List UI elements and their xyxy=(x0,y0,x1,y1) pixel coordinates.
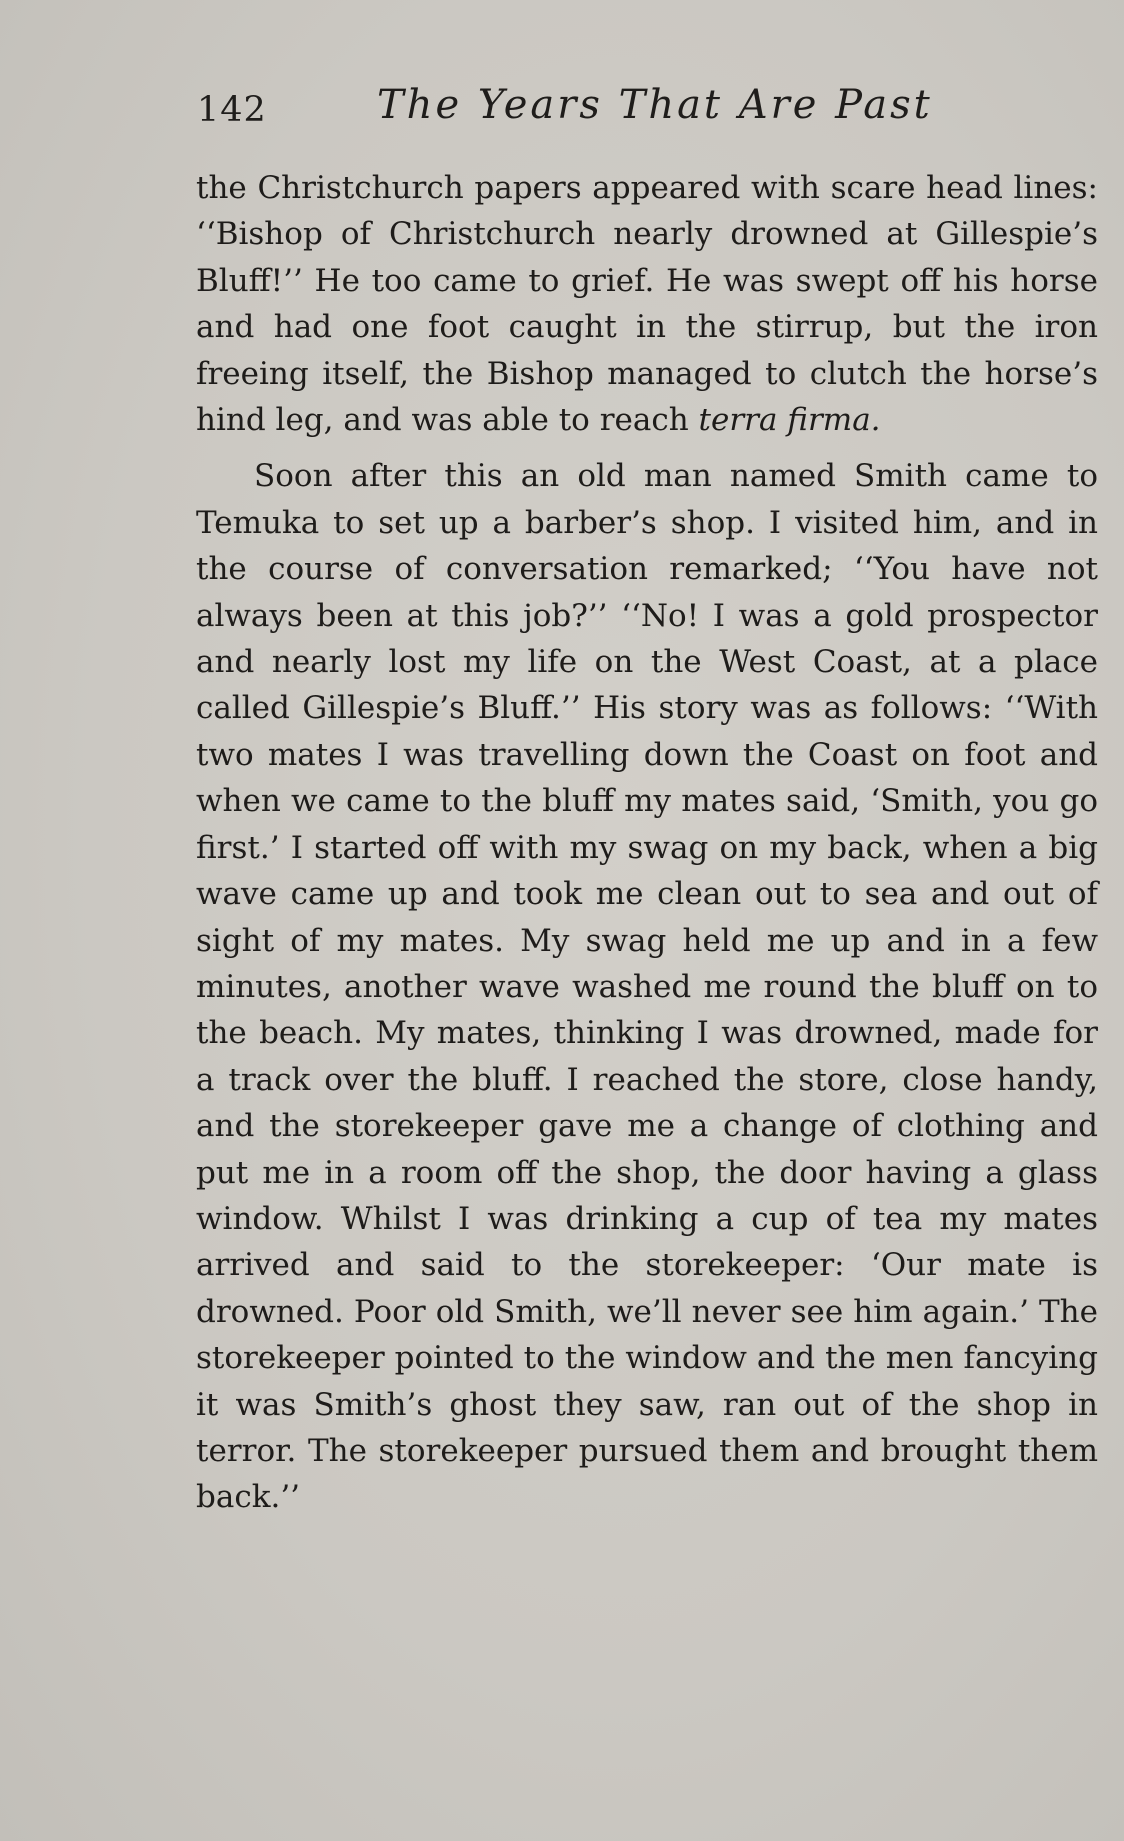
body-text xyxy=(196,165,1098,1521)
page-header xyxy=(197,78,1097,138)
running-title: The Years That Are Past xyxy=(377,82,933,128)
paragraph-1-text: the Christchurch papers appeared with scare head lines: ‘‘Bishop of Christchurch nearly drowned at Gillespie’s Bluff!’’ He too came to grief. He was swept off his horse and had one foot caught in the stirrup, but the iron freeing itself, the Bishop managed to clutch the horse’s hind leg, and was able to reach xyxy=(196,170,1098,439)
page-number: 142 xyxy=(197,90,267,130)
paragraph-1 xyxy=(196,165,1098,443)
paragraph-2: Soon after this an old man named Smith came to Temuka to set up a barber’s shop. I visited him, and in the course of conversation remarked; ‘‘You have not always been at this job?’’ ‘‘No! I was a gold prospector and nearly lost my life on the West Coast, at a place called Gillespie’s Bluff.’’ His story was as follows: ‘‘With two mates I was travelling down the Coast on foot and when we came to the bluff my mates said, ‘Smith, you go first.’ I started off with my swag on my back, when a big wave came up and took me clean out to sea and out of sight of my mates. My swag held me up and in a few minutes, another wave washed me round the bluff on to the beach. My mates, thinking I was drowned, made for a track over the bluff. I reached the store, close handy, and the storekeeper gave me a change of clothing and put me in a room off the shop, the door having a glass window. Whilst I was drinking a cup of tea my mates arrived and said to the storekeeper: ‘Our mate is drowned. Poor old Smith, we’ll never see him again.’ The storekeeper pointed to the window and the men fancying it was Smith’s ghost they saw, ran out of the shop in terror. The storekeeper pursued them and brought them back.’’ xyxy=(196,458,1098,1516)
italic-phrase: terra firma. xyxy=(698,402,881,439)
